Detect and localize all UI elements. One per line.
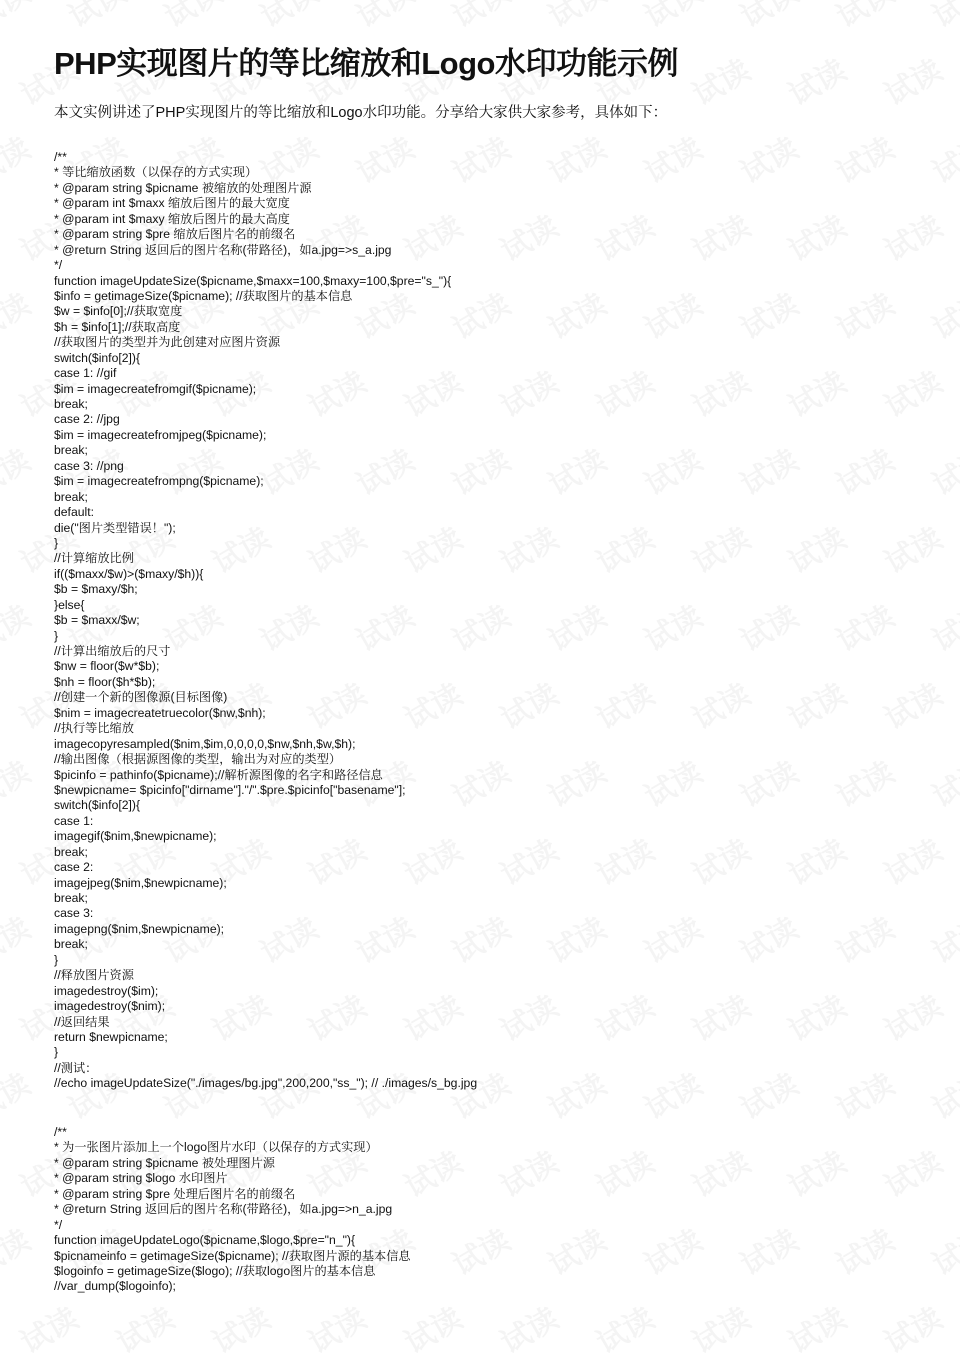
code-line: case 1: bbox=[54, 813, 94, 828]
code-line: //释放图片资源 bbox=[54, 968, 134, 983]
code-line: $nim = imagecreatetruecolor($nw,$nh); bbox=[54, 705, 266, 720]
watermark-text bbox=[731, 0, 805, 36]
code-line: if(($maxx/$w)>($maxy/$h)){ bbox=[54, 566, 204, 581]
code-line: $nw = floor($w*$b); bbox=[54, 659, 160, 674]
code-line: * @param int $maxy 缩放后图片的最大高度 bbox=[54, 211, 290, 226]
watermark-text bbox=[203, 1294, 277, 1357]
code-line: //获取图片的类型并为此创建对应图片资源 bbox=[54, 335, 281, 350]
watermark-text bbox=[491, 1294, 565, 1357]
code-line: case 3: bbox=[54, 906, 94, 921]
watermark-text bbox=[11, 1294, 85, 1357]
code-line: case 1: //gif bbox=[54, 366, 117, 381]
code-line: $im = imagecreatefrompng($picname); bbox=[54, 474, 264, 489]
code-line: * @param int $maxx 缩放后图片的最大宽度 bbox=[54, 196, 290, 211]
code-line: * @param string $pre 缩放后图片名的前缀名 bbox=[54, 227, 296, 242]
code-line: } bbox=[54, 1045, 59, 1060]
watermark-text bbox=[59, 0, 133, 36]
code-line: imagecopyresampled($nim,$im,0,0,0,0,$nw,$nh,$w,$h); bbox=[54, 736, 356, 751]
intro-paragraph: 本文实例讲述了PHP实现图片的等比缩放和Logo水印功能。分享给大家供大家参考，具体如下： bbox=[54, 105, 668, 121]
code-line: //echo imageUpdateSize("./images/bg.jpg",200,200,"ss_"); // ./images/s_bg.jpg bbox=[54, 1076, 478, 1091]
watermark-text bbox=[443, 0, 517, 36]
watermark-text bbox=[0, 436, 37, 504]
watermark-text bbox=[539, 0, 613, 36]
watermark-text bbox=[875, 46, 949, 114]
code-line: break; bbox=[54, 891, 88, 905]
code-line: $b = $maxy/$h; bbox=[54, 582, 138, 597]
watermark-text bbox=[779, 46, 853, 114]
watermark-text bbox=[251, 0, 325, 36]
code-line: //计算缩放比例 bbox=[54, 551, 134, 566]
code-line: /** bbox=[54, 1125, 67, 1139]
code-line: * @return String 返回后的图片名称(带路径)，如a.jpg=>n_a.jpg bbox=[54, 1202, 393, 1217]
code-line: case 3: //png bbox=[54, 458, 124, 473]
code-line: //var_dump($logoinfo); bbox=[54, 1279, 176, 1294]
code-line: * @return String 返回后的图片名称(带路径)，如a.jpg=>s_a.jpg bbox=[54, 242, 392, 257]
watermark-text bbox=[683, 1294, 757, 1357]
watermark-text bbox=[395, 1294, 469, 1357]
watermark-text bbox=[587, 1294, 661, 1357]
code-line: break; bbox=[54, 844, 88, 859]
code-line: $info = getimageSize($picname); //获取图片的基本信息 bbox=[54, 288, 353, 303]
code-line: $newpicname= $picinfo["dirname"]."/".$pre.$picinfo["basename"]; bbox=[54, 782, 406, 797]
code-line: switch($info[2]){ bbox=[54, 350, 141, 365]
code-line: $b = $maxx/$w; bbox=[54, 613, 140, 628]
code-block-logo-watermark bbox=[54, 1125, 934, 1295]
code-line: imagegif($nim,$newpicname); bbox=[54, 829, 217, 844]
code-line: * 等比缩放函数（以保存的方式实现） bbox=[54, 165, 258, 180]
code-line: } bbox=[54, 952, 59, 967]
code-line: break; bbox=[54, 397, 88, 411]
watermark-text bbox=[635, 0, 709, 36]
code-line: case 2: //jpg bbox=[54, 412, 120, 427]
watermark-text bbox=[0, 280, 37, 348]
code-line: $logoinfo = getimageSize($logo); //获取logo图片的基本信息 bbox=[54, 1263, 376, 1278]
code-line: //执行等比缩放 bbox=[54, 721, 134, 736]
code-line: break; bbox=[54, 489, 88, 504]
watermark-text bbox=[0, 592, 37, 660]
code-line: //创建一个新的图像源(目标图像) bbox=[54, 690, 228, 705]
watermark-text bbox=[779, 1294, 853, 1357]
code-line: $im = imagecreatefromgif($picname); bbox=[54, 381, 257, 396]
code-line: */ bbox=[54, 258, 63, 273]
watermark-text bbox=[0, 124, 37, 192]
page-title: PHP实现图片的等比缩放和Logo水印功能示例 bbox=[54, 46, 678, 81]
code-line: }else{ bbox=[54, 597, 85, 612]
code-line: $w = $info[0];//获取宽度 bbox=[54, 304, 183, 319]
code-line: switch($info[2]){ bbox=[54, 798, 141, 813]
watermark-text bbox=[107, 1294, 181, 1357]
code-line: $picinfo = pathinfo($picname);//解析源图像的名字和路径信息 bbox=[54, 767, 383, 782]
code-line: case 2: bbox=[54, 860, 94, 875]
code-line: $h = $info[1];//获取高度 bbox=[54, 319, 181, 334]
code-line: */ bbox=[54, 1217, 63, 1232]
code-line: /** bbox=[54, 150, 67, 164]
code-line: //输出图像（根据源图像的类型，输出为对应的类型） bbox=[54, 752, 342, 767]
code-line: die("图片类型错误！"); bbox=[54, 520, 176, 535]
code-line: $picnameinfo = getimageSize($picname); //获取图片源的基本信息 bbox=[54, 1248, 411, 1263]
watermark-text bbox=[155, 0, 229, 36]
watermark-text bbox=[299, 1294, 373, 1357]
code-block-image-resize bbox=[54, 150, 934, 1092]
watermark-text bbox=[0, 904, 37, 972]
code-line: $nh = floor($h*$b); bbox=[54, 674, 156, 689]
code-line: imagedestroy($im); bbox=[54, 983, 159, 998]
code-line: * @param string $picname 被缩放的处理图片源 bbox=[54, 180, 312, 195]
code-line: break; bbox=[54, 937, 88, 952]
code-line: } bbox=[54, 628, 59, 643]
code-line: function imageUpdateSize($picname,$maxx=100,$maxy=100,$pre="s_"){ bbox=[54, 273, 452, 288]
code-line: //返回结果 bbox=[54, 1014, 110, 1029]
watermark-text bbox=[0, 1060, 37, 1128]
code-line: function imageUpdateLogo($picname,$logo,$pre="n_"){ bbox=[54, 1233, 356, 1248]
code-line: imagejpeg($nim,$newpicname); bbox=[54, 875, 227, 890]
watermark-text bbox=[875, 1294, 949, 1357]
code-line: * 为一张图片添加上一个logo图片水印（以保存的方式实现） bbox=[54, 1140, 378, 1155]
watermark-text bbox=[0, 748, 37, 816]
code-line: return $newpicname; bbox=[54, 1029, 168, 1044]
code-line: * @param string $pre 处理后图片名的前缀名 bbox=[54, 1186, 296, 1201]
watermark-text bbox=[0, 1216, 37, 1284]
code-line: * @param string $logo 水印图片 bbox=[54, 1171, 228, 1186]
code-line: * @param string $picname 被处理图片源 bbox=[54, 1155, 275, 1170]
code-line: //计算出缩放后的尺寸 bbox=[54, 644, 171, 658]
code-line: default: bbox=[54, 505, 94, 520]
code-line: //测试： bbox=[54, 1060, 98, 1075]
code-line: break; bbox=[54, 443, 88, 458]
watermark-text bbox=[827, 0, 901, 36]
code-line: $im = imagecreatefromjpeg($picname); bbox=[54, 427, 267, 442]
watermark-text bbox=[0, 0, 37, 36]
watermark-text bbox=[683, 46, 757, 114]
code-line: } bbox=[54, 535, 59, 550]
code-line: imagepng($nim,$newpicname); bbox=[54, 921, 225, 936]
watermark-text bbox=[347, 0, 421, 36]
code-line: imagedestroy($nim); bbox=[54, 999, 166, 1014]
watermark-text bbox=[923, 0, 960, 36]
